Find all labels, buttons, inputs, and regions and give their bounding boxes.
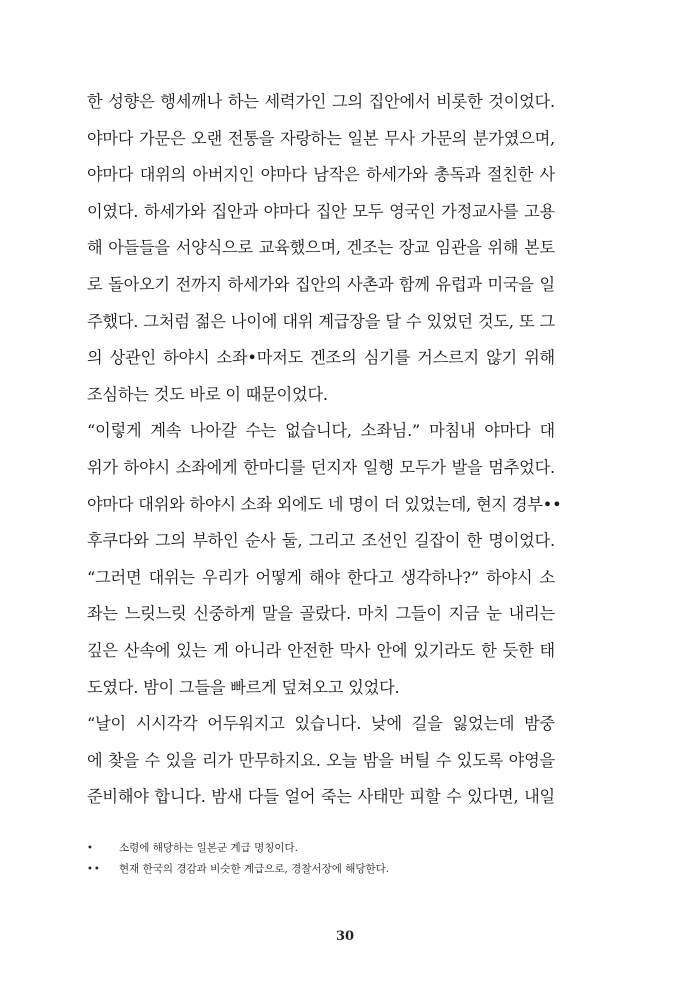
text-line: 준비해야 합니다. 밤새 다들 얼어 죽는 사태만 피할 수 있다면, 내일 xyxy=(87,787,555,807)
text-line: 깊은 산속에 있는 게 아니라 안전한 막사 안에 있기라도 한 듯한 태 xyxy=(87,640,555,660)
page-number: 30 xyxy=(335,929,355,944)
text-line: 야마다 대위와 하야시 소좌 외에도 네 명이 더 있었는데, 현지 경부•• xyxy=(87,494,562,514)
text-line: 좌는 느릿느릿 신중하게 말을 골랐다. 마치 그들이 지금 눈 내리는 xyxy=(87,604,555,624)
text-line: 한 성향은 행세깨나 하는 세력가인 그의 집안에서 비롯한 것이었다. xyxy=(87,92,555,111)
text-line: 이였다. 하세가와 집안과 야마다 집안 모두 영국인 가정교사를 고용 xyxy=(87,201,555,221)
text-line: 주했다. 그처럼 젊은 나이에 대위 계급장을 달 수 있었던 것도, 또 그 xyxy=(87,311,555,331)
body-text xyxy=(87,84,562,816)
text-line: 의 상관인 하야시 소좌•마저도 겐조의 심기를 거스르지 않기 위해 xyxy=(87,348,555,368)
text-line: 해 아들들을 서양식으로 교육했으며, 겐조는 장교 임관을 위해 본토 xyxy=(87,238,555,258)
text-line: “날이 시시각각 어두워지고 있습니다. 낮에 길을 잃었는데 밤중 xyxy=(87,714,555,734)
footnote xyxy=(87,838,555,859)
text-line: 후쿠다와 그의 부하인 순사 둘, 그리고 조선인 길잡이 한 명이었다. xyxy=(87,531,555,551)
footnote xyxy=(87,859,555,880)
text-line: 야마다 가문은 오랜 전통을 자랑하는 일본 무사 가문의 분가였으며, xyxy=(87,128,555,148)
footnote-text: 소령에 해당하는 일본군 계급 명칭이다. xyxy=(119,842,298,854)
footnote-text: 현재 한국의 경감과 비슷한 계급으로, 경찰서장에 해당한다. xyxy=(119,863,390,875)
text-line: 조심하는 것도 바로 이 때문이었다. xyxy=(87,384,328,404)
text-line: 야마다 대위의 아버지인 야마다 남작은 하세가와 총독과 절친한 사 xyxy=(87,165,555,185)
text-line: 위가 하야시 소좌에게 한마디를 던지자 일행 모두가 발을 멈추었다. xyxy=(87,457,555,477)
footnote-marker: • xyxy=(87,843,94,854)
text-line: 에 찾을 수 있을 리가 만무하지요. 오늘 밤을 버틸 수 있도록 야영을 xyxy=(87,750,555,770)
text-line: 로 돌아오기 전까지 하세가와 집안의 사촌과 함께 유럽과 미국을 일 xyxy=(87,274,555,294)
footnote-marker: •• xyxy=(87,864,101,875)
text-line: “그러면 대위는 우리가 어떻게 해야 한다고 생각하나?” 하야시 소 xyxy=(87,567,555,587)
footnotes xyxy=(87,838,555,880)
text-line: 도였다. 밤이 그들을 빠르게 덮쳐오고 있었다. xyxy=(87,677,400,697)
text-line: “이렇게 계속 나아갈 수는 없습니다, 소좌님.” 마침내 야마다 대 xyxy=(87,421,555,441)
